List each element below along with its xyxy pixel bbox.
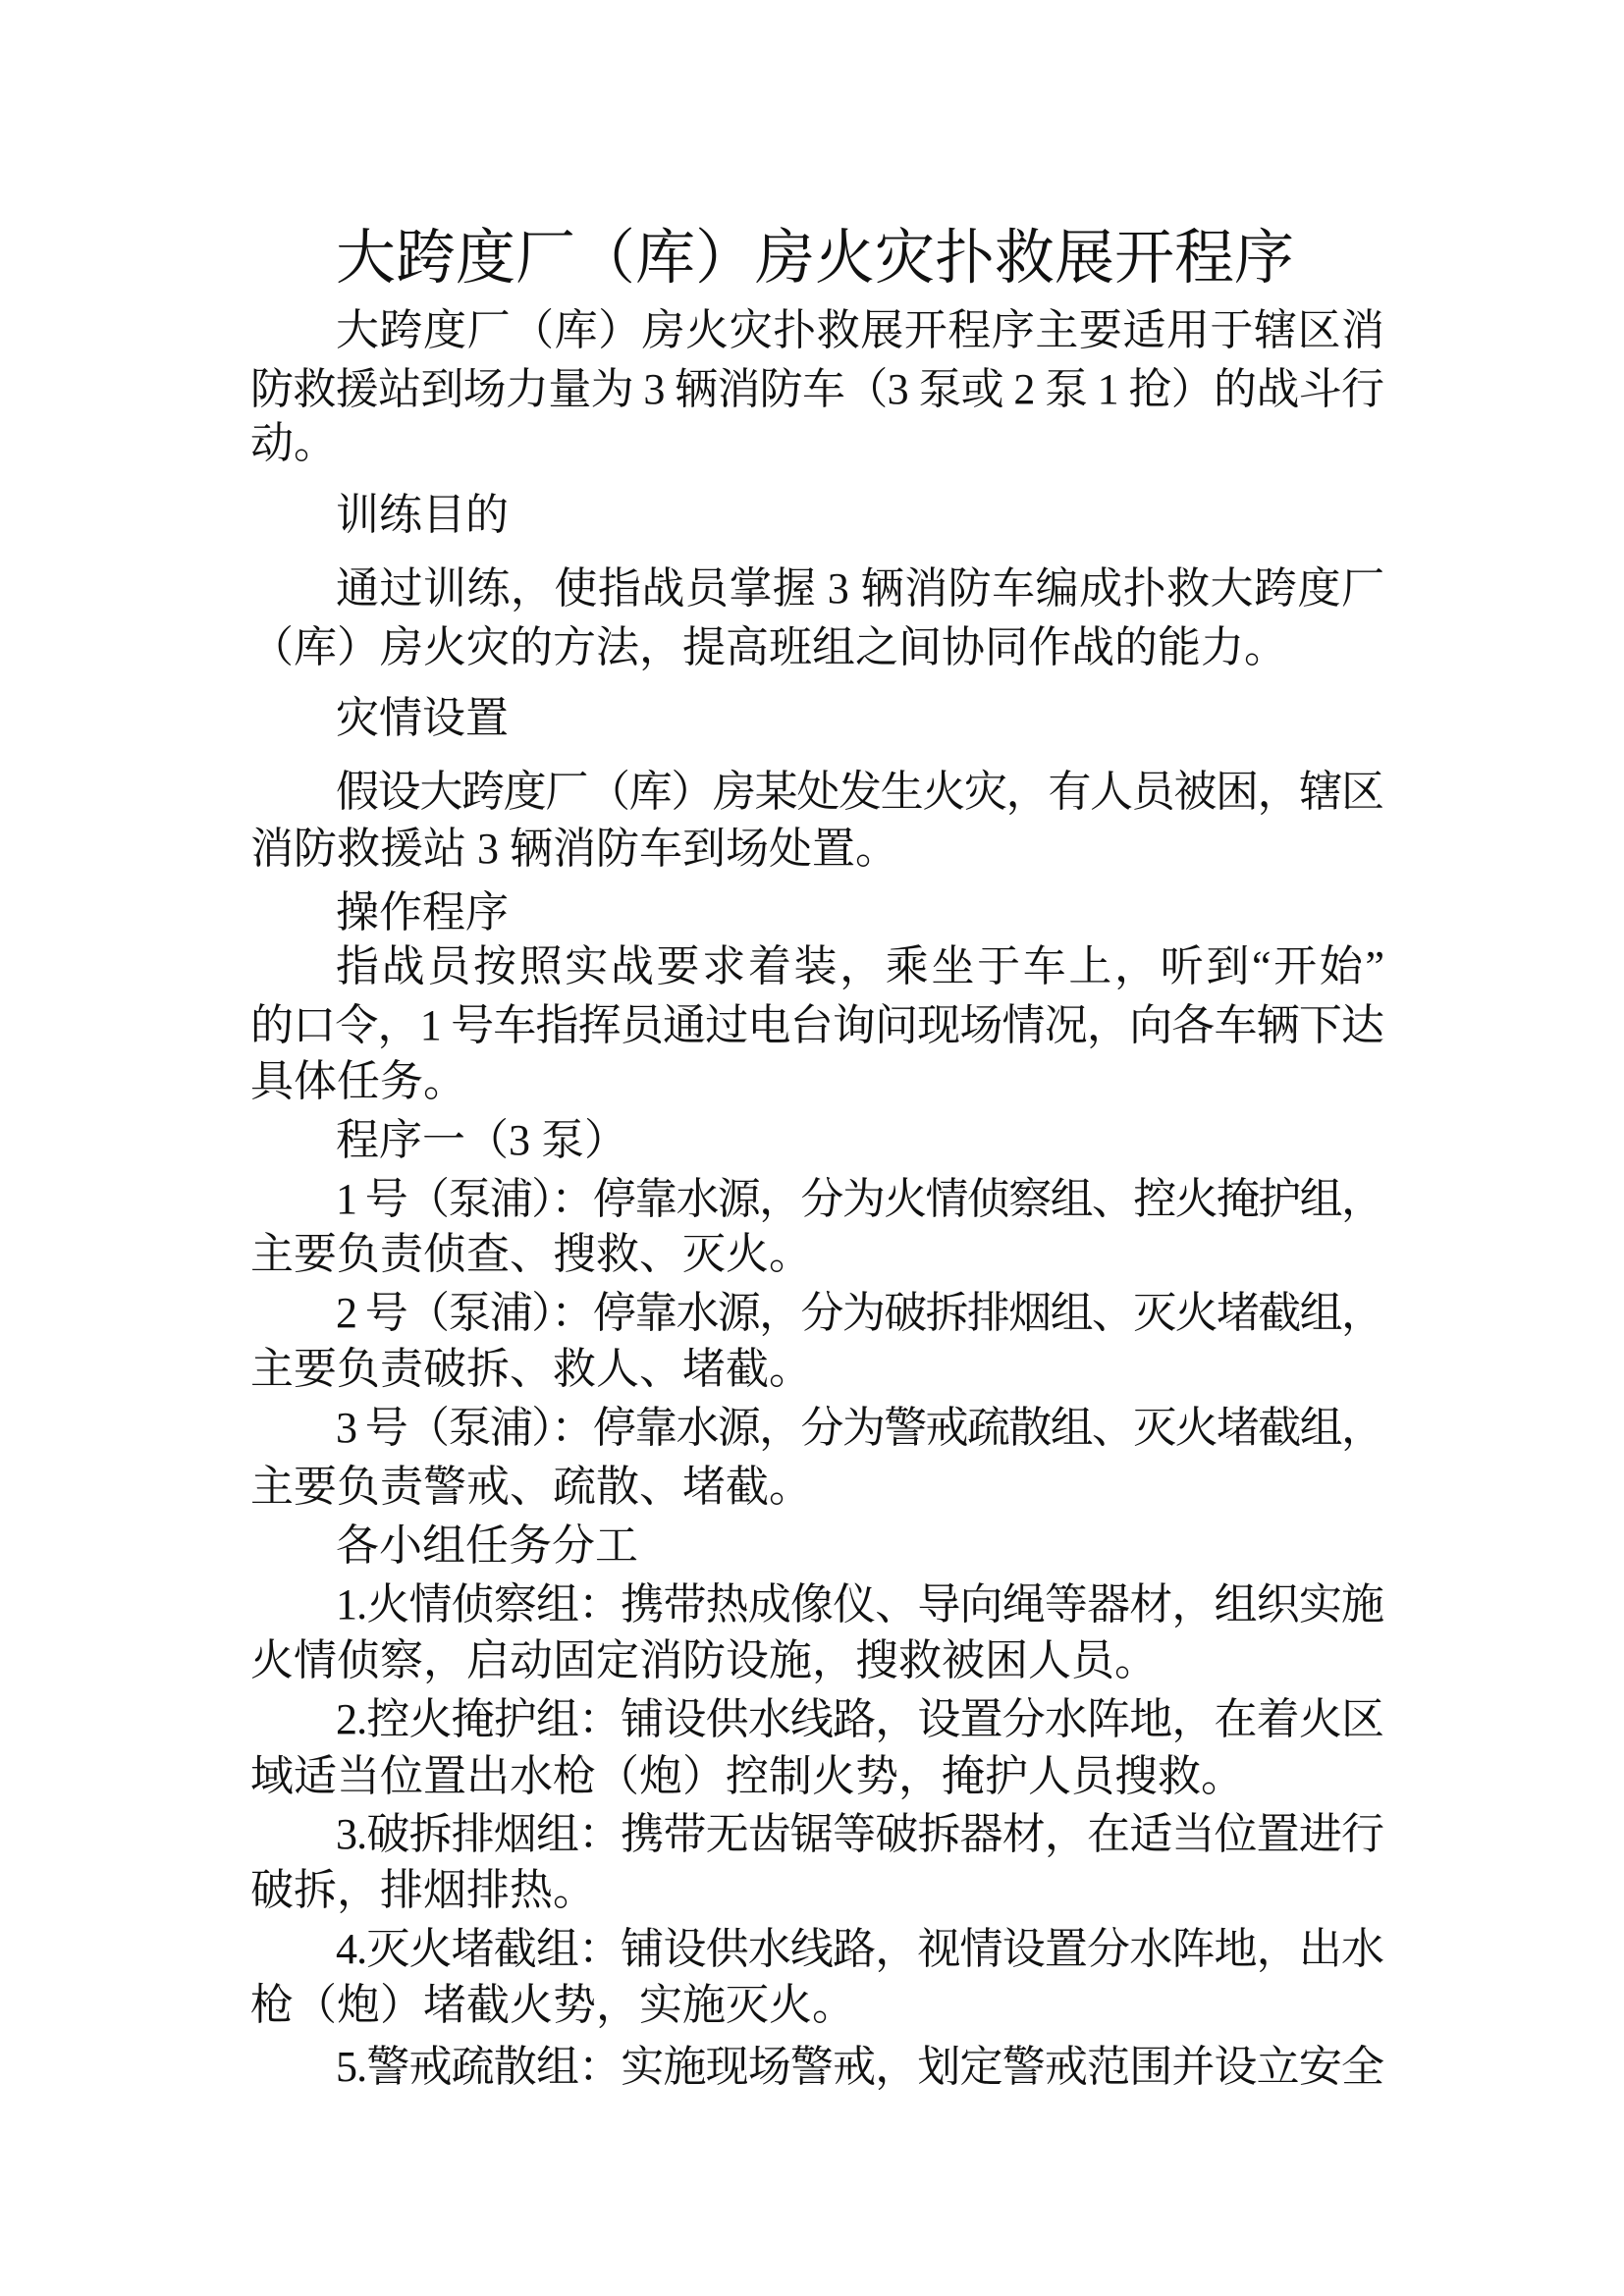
section-heading-program-one: 程序一（3 泵） — [336, 1116, 627, 1164]
training-goal-line: 通过训练，使指战员掌握 3 辆消防车编成扑救大跨度厂 — [336, 564, 1385, 613]
scenario-line: 消防救援站 3 辆消防车到场处置。 — [250, 825, 898, 873]
team-task-line: 4.灭火堵截组：铺设供水线路，视情设置分水阵地，出水 — [336, 1925, 1384, 1973]
team-task-line: 2.控火掩护组：铺设供水线路，设置分水阵地，在着火区 — [336, 1695, 1384, 1743]
procedure-line: 的口令，1 号车指挥员通过电台询问现场情况，向各车辆下达 — [250, 1001, 1384, 1049]
team-task-line: 5.警戒疏散组：实施现场警戒，划定警戒范围并设立安全 — [336, 2043, 1384, 2091]
program-one-item-line: 主要负责破拆、救人、堵截。 — [250, 1345, 812, 1393]
procedure-line: 指战员按照实战要求着装，乘坐于车上，听到“开始” — [336, 942, 1387, 990]
procedure-line: 具体任务。 — [250, 1057, 466, 1105]
intro-line: 动。 — [250, 419, 337, 467]
team-task-line: 枪（炮）堵截火势，实施灭火。 — [250, 1981, 855, 2029]
section-heading-team-tasks: 各小组任务分工 — [336, 1522, 638, 1570]
program-one-item-line: 2 号（泵浦）：停靠水源，分为破拆排烟组、灭火堵截组， — [336, 1289, 1383, 1337]
program-one-item-line: 3 号（泵浦）：停靠水源，分为警戒疏散组、灭火堵截组， — [336, 1404, 1383, 1452]
intro-line: 大跨度厂（库）房火灾扑救展开程序主要适用于辖区消 — [336, 306, 1385, 354]
training-goal-line: （库）房火灾的方法，提高班组之间协同作战的能力。 — [250, 623, 1287, 671]
document-title: 大跨度厂（库）房火灾扑救展开程序 — [336, 224, 1295, 291]
program-one-item-line: 主要负责侦查、搜救、灭火。 — [250, 1230, 812, 1278]
program-one-item-line: 1 号（泵浦）：停靠水源，分为火情侦察组、控火掩护组， — [336, 1175, 1383, 1223]
section-heading-scenario: 灾情设置 — [336, 694, 509, 742]
team-task-line: 破拆，排烟排热。 — [250, 1866, 596, 1914]
section-heading-procedure: 操作程序 — [336, 888, 509, 936]
team-task-line: 火情侦察，启动固定消防设施，搜救被困人员。 — [250, 1636, 1158, 1684]
team-task-line: 1.火情侦察组：携带热成像仪、导向绳等器材，组织实施 — [336, 1580, 1384, 1629]
intro-line: 防救援站到场力量为 3 辆消防车（3 泵或 2 泵 1 抢）的战斗行 — [250, 365, 1384, 413]
program-one-item-line: 主要负责警戒、疏散、堵截。 — [250, 1463, 812, 1511]
section-heading-training-goal: 训练目的 — [336, 491, 509, 539]
team-task-line: 域适当位置出水枪（炮）控制火势，掩护人员搜救。 — [250, 1752, 1244, 1800]
team-task-line: 3.破拆排烟组：携带无齿锯等破拆器材，在适当位置进行 — [336, 1810, 1384, 1858]
scenario-line: 假设大跨度厂（库）房某处发生火灾，有人员被困，辖区 — [336, 768, 1383, 816]
